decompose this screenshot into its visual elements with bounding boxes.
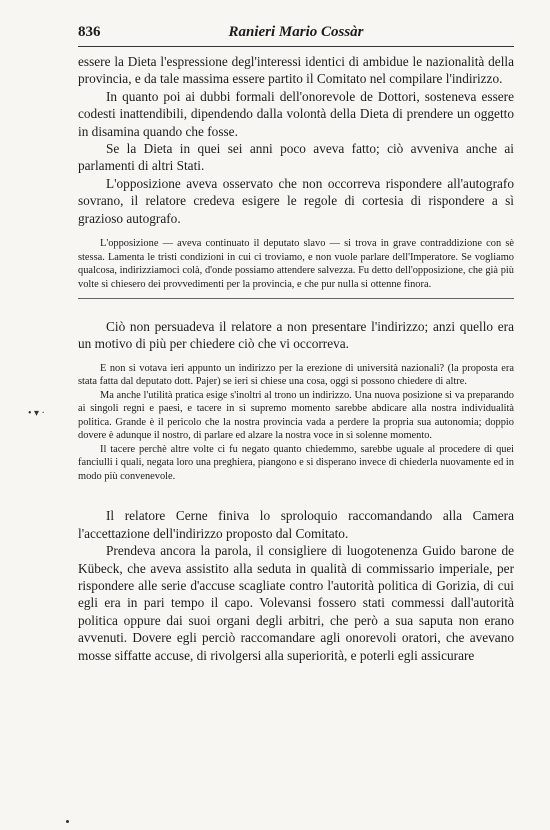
footnote-quote xyxy=(78,237,514,299)
page-header xyxy=(78,24,514,47)
quote-paragraph: E non si votava ieri appunto un indirizzo per la erezione di università nazionali? (la proposta era stata fatta dal deputato dott. Pajer) se ieri si chiese una cosa, oggi si possono chiedere di altre. xyxy=(78,362,514,388)
paragraph: Prendeva ancora la parola, il consigliere di luogotenenza Guido barone de Kübeck, che aveva assistito alla seduta in qualità di commissario imperiale, per rispondere alle serie d'accuse scagliate contro l'autorità politica di Gorizia, di cui egli era in pari tempo il capo. Volevansi fossero stati commessi dall'autorità politica oppure dai suoi organi degli arbitri, che però a sua saputa non erano avvenuti. Dovere egli perciò raccomandare agli onorevoli oratori, che avevano mosse siffatte accuse, di rivolgersi alla superiorità, e poterli egli assicurare xyxy=(78,543,514,663)
quote-paragraph: Ma anche l'utilità pratica esige s'inoltri al trono un indirizzo. Una nuova posizione si va preparando ai singoli regni e paesi, e tacere in sì supremo momento sarebbe abdicare alla nostra individualità politica. Grande è il pericolo che la nostra provincia vada a perdere la propria sua autonomia; doppio dovere è adunque il nostro, di parlare ed alzare la nostra voce in sì solenne momento. xyxy=(78,389,514,442)
paragraph: In quanto poi ai dubbi formali dell'onorevole de Dottori, sosteneva essere codesti inattendibili, dipendendo dalla volontà della Dieta di prendere un oggetto in disamina quando che fosse. xyxy=(78,88,514,139)
paragraph: essere la Dieta l'espressione degl'interessi identici di ambidue le nazionalità della provincia, e da tale massima essere partito il Comitato nel compilare l'indirizzo. xyxy=(78,54,514,87)
quoted-speech xyxy=(78,362,514,484)
main-text-middle xyxy=(78,318,514,353)
paragraph: Il relatore Cerne finiva lo sproloquio raccomandando alla Camera l'accettazione dell'indirizzo proposto dal Comitato. xyxy=(78,508,514,541)
paragraph: Ciò non persuadeva il relatore a non presentare l'indirizzo; anzi quello era un motivo di più per chiedere ciò che vi occorreva. xyxy=(78,319,514,352)
quote-paragraph: L'opposizione — aveva continuato il deputato slavo — si trova in grave contraddizione con sè stessa. Lamenta le tristi condizioni in cui ci troviamo, e non vuole parlare dell'Imperatore. Se vogliamo qualcosa, indirizziamoci colà, d'onde possiamo attendere salvezza. Fu detto dell'opposizione, che già più volte si chiesero dei provvedimenti per la provincia, e che pur nulla si ottenne finora. xyxy=(78,238,514,290)
page-number: 836 xyxy=(78,24,101,40)
document-page xyxy=(78,24,514,664)
main-text-top xyxy=(78,53,514,227)
main-text-bottom xyxy=(78,507,514,664)
paragraph: L'opposizione aveva osservato che non occorreva rispondere all'autografo sovrano, il relatore credeva esigere le regole di cortesia di rispondere a sì grazioso autografo. xyxy=(78,175,514,226)
quote-paragraph: Il tacere perchè altre volte ci fu negato quanto chiedemmo, sarebbe uguale al procedere di quei fanciulli i quali, negata loro una preghiera, piangono e si disperano invece di chiederla nuovamente ed in modo più convenevole. xyxy=(78,443,514,482)
running-title: Ranieri Mario Cossàr xyxy=(228,24,364,40)
paragraph: Se la Dieta in quei sei anni poco aveva fatto; ciò avveniva anche ai parlamenti di altri Stati. xyxy=(78,141,514,174)
margin-mark: • ▾ · xyxy=(28,408,45,419)
ink-speck xyxy=(66,820,69,823)
